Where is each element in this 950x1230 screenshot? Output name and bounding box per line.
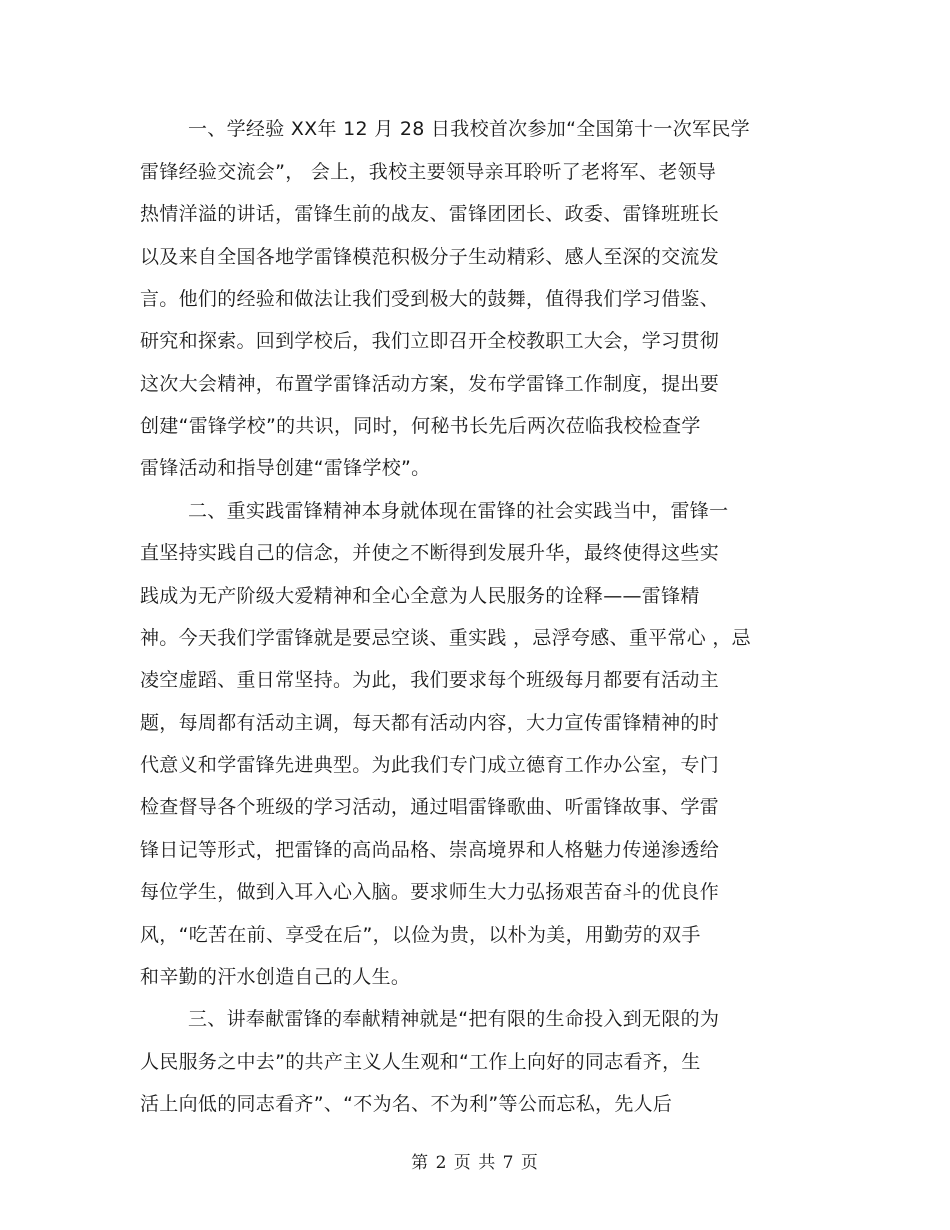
text-line: 每位学生，做到入耳入心入脑。要求师生大力弘扬艰苦奋斗的优良作 <box>140 881 720 903</box>
text-line: 神。今天我们学雷锋就是要忌空谈、重实践 ，忌浮夸感、重平常心 ，忌 <box>140 627 751 649</box>
text-line: 活上向低的同志看齐”、“不为名、不为利”等公而忘私，先人后 <box>140 1093 673 1115</box>
text-line: 研究和探索。回到学校后，我们立即召开全校教职工大会，学习贯彻 <box>140 330 720 352</box>
text-line: 凌空虚蹈、重日常坚持。为此，我们要求每个班级每月都要有活动主 <box>140 669 720 691</box>
text-line: 锋日记等形式，把雷锋的高尚品格、崇高境界和人格魅力传递渗透给 <box>140 839 720 861</box>
text-line: 以及来自全国各地学雷锋模范积极分子生动精彩、感人至深的交流发 <box>140 246 720 268</box>
text-line: 检查督导各个班级的学习活动，通过唱雷锋歌曲、听雷锋故事、学雷 <box>140 796 720 818</box>
text-line: 雷锋活动和指导创建“雷锋学校”。 <box>140 457 431 479</box>
text-line: 雷锋经验交流会”， 会上，我校主要领导亲耳聆听了老将军、老领导 <box>140 161 717 183</box>
text-line: 言。他们的经验和做法让我们受到极大的鼓舞，值得我们学习借鉴、 <box>140 288 720 310</box>
text-line: 和辛勤的汗水创造自己的人生。 <box>140 966 411 988</box>
text-line: 风，“吃苦在前、享受在后”，以俭为贵，以朴为美，用勤劳的双手 <box>140 924 701 946</box>
text-line: 这次大会精神，布置学雷锋活动方案，发布学雷锋工作制度，提出要 <box>140 373 720 395</box>
text-line: 二、重实践雷锋精神本身就体现在雷锋的社会实践当中，雷锋一 <box>188 500 729 522</box>
page-number-footer: 第 2 页 共 7 页 <box>411 1153 539 1173</box>
text-line: 人民服务之中去”的共产主义人生观和“工作上向好的同志看齐，生 <box>140 1051 701 1073</box>
text-line: 热情洋溢的讲话，雷锋生前的战友、雷锋团团长、政委、雷锋班班长 <box>140 203 720 225</box>
text-line: 践成为无产阶级大爱精神和全心全意为人民服务的诠释——雷锋精 <box>140 585 700 607</box>
text-line: 一、学经验 XX年 12 月 28 日我校首次参加“全国第十一次军民学 <box>188 118 750 140</box>
text-line: 题，每周都有活动主调，每天都有活动内容，大力宣传雷锋精神的时 <box>140 712 720 734</box>
text-line: 三、讲奉献雷锋的奉献精神就是“把有限的生命投入到无限的为 <box>188 1008 720 1030</box>
text-line: 创建“雷锋学校”的共识，同时，何秘书长先后两次莅临我校检查学 <box>140 415 701 437</box>
text-line: 代意义和学雷锋先进典型。为此我们专门成立德育工作办公室，专门 <box>140 754 720 776</box>
text-line: 直坚持实践自己的信念，并使之不断得到发展升华，最终使得这些实 <box>140 542 720 564</box>
